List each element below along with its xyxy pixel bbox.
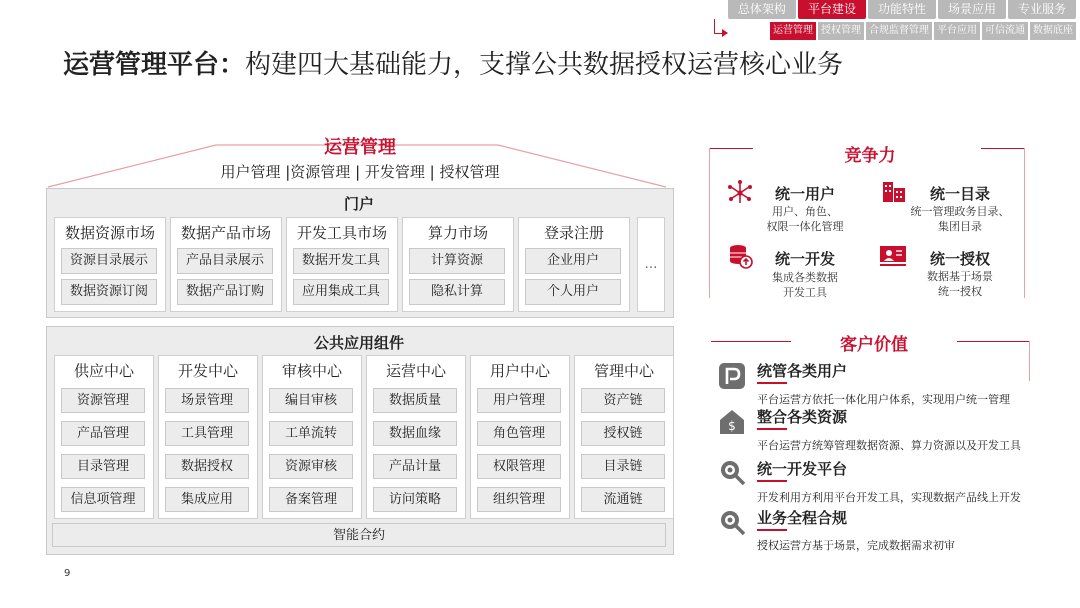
portal-item[interactable]: 数据产品订购: [177, 279, 273, 305]
component-item[interactable]: 访问策略: [373, 487, 457, 512]
building-icon: [881, 180, 907, 204]
component-item[interactable]: 集成应用: [165, 487, 249, 512]
portal-column: [170, 217, 282, 312]
portal-column: [286, 217, 398, 312]
component-item[interactable]: 资产链: [581, 388, 665, 413]
portal-column: [518, 217, 630, 312]
competitiveness-title: 竞争力: [844, 146, 896, 166]
divider: [709, 148, 753, 149]
value-desc-users: 平台运营方依托一体化用户体系，实现用户统一管理: [757, 393, 1010, 406]
cap-title-unified-auth: 统一授权: [929, 250, 990, 268]
smart-contract-bar: 智能合约: [52, 523, 666, 547]
component-item[interactable]: 工具管理: [165, 421, 249, 446]
nav-subtab-5[interactable]: 数据底座: [1030, 22, 1076, 40]
component-column-title: 用户中心: [489, 362, 550, 380]
component-item[interactable]: 数据授权: [165, 454, 249, 479]
search-gear-icon: [718, 508, 746, 536]
nav-tab-4[interactable]: 专业服务: [1008, 0, 1076, 19]
money-house-icon: [718, 408, 746, 436]
value-desc-dev-platform: 开发利用方利用平台开发工具，实现数据产品线上开发: [757, 491, 1021, 504]
divider: [711, 341, 791, 342]
components-title: 公共应用组件: [313, 334, 404, 352]
portal-column: [402, 217, 514, 312]
nav-subtab-2[interactable]: 合规监督管理: [866, 22, 932, 40]
portal-column-title: 开发工具市场: [296, 224, 387, 242]
component-column-title: 管理中心: [593, 362, 654, 380]
component-item[interactable]: 权限管理: [477, 454, 561, 479]
component-item[interactable]: 目录管理: [61, 454, 145, 479]
search-gear-icon: [718, 458, 746, 486]
nav-tab-2[interactable]: 功能特性: [868, 0, 936, 19]
portal-column-title: 数据资源市场: [64, 224, 155, 242]
portal-item[interactable]: 个人用户: [525, 279, 621, 305]
value-desc-resources: 平台运营方统筹管理数据资源、算力资源以及开发工具: [757, 439, 1021, 452]
value-title-resources: 整合各类资源: [757, 408, 848, 426]
component-item[interactable]: 产品管理: [61, 421, 145, 446]
nav-arrow-icon: [722, 29, 728, 37]
portal-column: [54, 217, 166, 312]
component-item[interactable]: 工单流转: [269, 421, 353, 446]
cap-desc-unified-auth: 数据基于场景 统一授权: [927, 270, 993, 298]
component-item[interactable]: 资源管理: [61, 388, 145, 413]
title-underline: [757, 529, 787, 531]
component-column-title: 供应中心: [73, 362, 134, 380]
nav-tab-3[interactable]: 场景应用: [938, 0, 1006, 19]
title-underline: [757, 428, 787, 430]
component-column-title: 运营中心: [385, 362, 446, 380]
component-column: [54, 355, 154, 519]
ops-title: 运营管理: [324, 137, 396, 158]
component-column: [574, 355, 674, 519]
divider: [1029, 341, 1030, 381]
divider: [957, 341, 1029, 342]
portal-column-title: 数据产品市场: [180, 224, 271, 242]
portal-item[interactable]: 产品目录展示: [177, 248, 273, 274]
portal-item[interactable]: 数据开发工具: [293, 248, 389, 274]
page-title: 运营管理平台：构建四大基础能力，支撑公共数据授权运营核心业务: [63, 50, 844, 80]
value-title-dev-platform: 统一开发平台: [757, 460, 848, 478]
component-item[interactable]: 场景管理: [165, 388, 249, 413]
component-item[interactable]: 角色管理: [477, 421, 561, 446]
nav-subtab-0[interactable]: 运营管理: [770, 22, 816, 40]
component-column: [262, 355, 362, 519]
nav-tab-1[interactable]: 平台建设: [798, 0, 866, 19]
component-column: [366, 355, 466, 519]
cap-title-unified-catalog: 统一目录: [929, 185, 990, 203]
component-item[interactable]: 流通链: [581, 487, 665, 512]
title-underline: [757, 382, 787, 384]
component-item[interactable]: 资源审核: [269, 454, 353, 479]
divider: [1024, 148, 1025, 298]
portal-item[interactable]: 应用集成工具: [293, 279, 389, 305]
component-item[interactable]: 用户管理: [477, 388, 561, 413]
component-item[interactable]: 授权链: [581, 421, 665, 446]
component-item[interactable]: 目录链: [581, 454, 665, 479]
nav-tab-0[interactable]: 总体架构: [728, 0, 796, 19]
divider: [709, 148, 710, 298]
page-number: 9: [64, 568, 71, 579]
ops-subtitle: 用户管理 |资源管理 | 开发管理 | 授权管理: [220, 163, 500, 181]
svg-text:$: $: [728, 419, 736, 433]
database-icon: [727, 243, 753, 269]
value-title-compliance: 业务全程合规: [757, 509, 848, 527]
cap-desc-unified-user: 用户、角色、 权限一体化管理: [766, 205, 844, 233]
component-column-title: 开发中心: [177, 362, 238, 380]
component-item[interactable]: 产品计量: [373, 454, 457, 479]
component-item[interactable]: 数据血缘: [373, 421, 457, 446]
component-column: [470, 355, 570, 519]
title-underline: [757, 480, 787, 482]
value-title-users: 统管各类用户: [757, 362, 848, 380]
portal-item[interactable]: 企业用户: [525, 248, 621, 274]
network-icon: [727, 179, 753, 205]
portal-column-title: 算力市场: [427, 224, 488, 242]
component-item[interactable]: 备案管理: [269, 487, 353, 512]
divider: [981, 148, 1025, 149]
component-item[interactable]: 编目审核: [269, 388, 353, 413]
customer-value-title: 客户价值: [840, 335, 908, 355]
nav-subtab-1[interactable]: 授权管理: [818, 22, 864, 40]
cap-title-unified-user: 统一用户: [774, 185, 835, 203]
component-item[interactable]: 信息项管理: [61, 487, 145, 512]
portal-column-title: 登录注册: [543, 224, 604, 242]
portal-item[interactable]: 隐私计算: [409, 279, 505, 305]
portal-item[interactable]: 计算资源: [409, 248, 505, 274]
primary-nav: [726, 0, 1076, 19]
cap-desc-unified-catalog: 统一管理政务目录、 集团目录: [910, 205, 1010, 233]
portal-title: 门户: [343, 195, 374, 213]
p-logo-icon: [718, 362, 746, 390]
component-column: [158, 355, 258, 519]
more-indicator: …: [637, 217, 665, 312]
portal-item[interactable]: 资源目录展示: [61, 248, 157, 274]
presentation-icon: [878, 244, 908, 270]
cap-title-unified-dev: 统一开发: [774, 250, 835, 268]
portal-item[interactable]: 数据资源订阅: [61, 279, 157, 305]
secondary-nav: [768, 22, 1076, 40]
component-item[interactable]: 组织管理: [477, 487, 561, 512]
nav-subtab-4[interactable]: 可信流通: [982, 22, 1028, 40]
nav-subtab-3[interactable]: 平台应用: [934, 22, 980, 40]
value-desc-compliance: 授权运营方基于场景，完成数据需求初审: [757, 539, 955, 552]
component-column-title: 审核中心: [281, 362, 342, 380]
component-item[interactable]: 数据质量: [373, 388, 457, 413]
cap-desc-unified-dev: 集成各类数据 开发工具: [772, 271, 838, 299]
